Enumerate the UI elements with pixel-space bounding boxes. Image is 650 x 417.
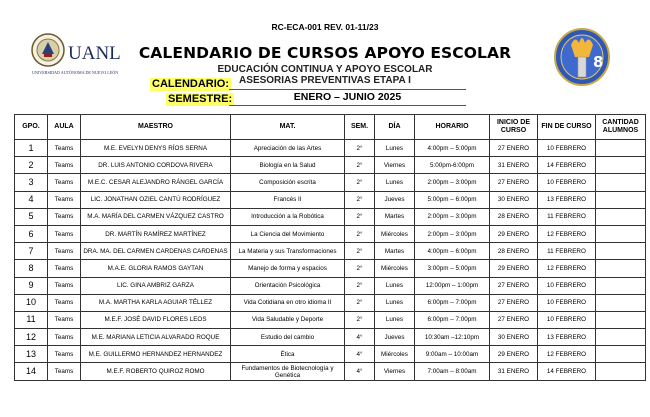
cell-inicio: 30 ENERO [490,191,538,208]
cell-mat: Vida Cotidiana en otro idioma II [231,294,345,311]
cell-dia: Martes [375,243,415,260]
cell-gpo: 5 [15,208,48,225]
cell-horario: 12:00pm – 1:00pm [415,277,490,294]
document-code: RC-ECA-001 REV. 01-11/23 [271,22,379,32]
semestre-value: ENERO – JUNIO 2025 [229,91,466,106]
cell-sem: 2° [345,208,375,225]
table-row [15,174,646,191]
cell-dia: Jueves [375,191,415,208]
column-header-sem: SEM. [345,115,375,140]
cell-inicio: 29 ENERO [490,346,538,363]
subtitle-program: ASESORIAS PREVENTIVAS ETAPA I [239,75,411,86]
cell-horario: 4:00pm – 6:00pm [415,243,490,260]
cell-inicio: 29 ENERO [490,225,538,242]
cell-fin: 13 FEBRERO [538,329,596,346]
cell-fin: 11 FEBRERO [538,208,596,225]
column-header-cantidad: CANTIDAD ALUMNOS [596,115,646,140]
cell-dia: Miércoles [375,346,415,363]
cell-gpo: 13 [15,346,48,363]
cell-mat: Vida Saludable y Deporte [231,311,345,328]
cell-cantidad [596,191,646,208]
cell-horario: 5:00pm-6:00pm [415,157,490,174]
cell-mat: Fundamentos de Biotecnología y Genética [231,363,345,380]
cell-aula: Teams [48,140,81,157]
cell-gpo: 4 [15,191,48,208]
cell-cantidad [596,277,646,294]
cell-mat: Introducción a la Robótica [231,208,345,225]
column-header-dia: DÍA [375,115,415,140]
table-row [15,191,646,208]
cell-aula: Teams [48,174,81,191]
cell-fin: 13 FEBRERO [538,191,596,208]
uanl-wordmark: UANL [68,43,121,64]
cell-maestro: DRA. MA. DEL CARMEN CARDENAS CARDENAS [81,243,231,260]
cell-dia: Viernes [375,157,415,174]
cell-inicio: 31 ENERO [490,157,538,174]
cell-dia: Martes [375,208,415,225]
courses-table [14,114,646,381]
column-header-gpo: GPO. [15,115,48,140]
cell-dia: Lunes [375,140,415,157]
cell-cantidad [596,208,646,225]
cell-dia: Viernes [375,363,415,380]
cell-aula: Teams [48,225,81,242]
cell-aula: Teams [48,191,81,208]
table-row [15,260,646,277]
column-header-mat: MAT. [231,115,345,140]
cell-sem: 2° [345,311,375,328]
cell-sem: 2° [345,277,375,294]
column-header-aula: AULA [48,115,81,140]
cell-cantidad [596,260,646,277]
cell-sem: 2° [345,140,375,157]
cell-mat: Biología en la Salud [231,157,345,174]
cell-cantidad [596,363,646,380]
cell-horario: 2:00pm – 3:00pm [415,208,490,225]
cell-sem: 2° [345,174,375,191]
cell-dia: Miércoles [375,225,415,242]
cell-inicio: 27 ENERO [490,294,538,311]
table-row [15,346,646,363]
cell-fin: 14 FEBRERO [538,157,596,174]
cell-fin: 12 FEBRERO [538,225,596,242]
cell-inicio: 27 ENERO [490,174,538,191]
cell-mat: Manejo de forma y espacios [231,260,345,277]
table-row [15,311,646,328]
cell-mat: Orientación Psicológica [231,277,345,294]
table-row [15,243,646,260]
table-row [15,157,646,174]
cell-inicio: 27 ENERO [490,311,538,328]
column-header-fin: FIN DE CURSO [538,115,596,140]
cell-fin: 10 FEBRERO [538,311,596,328]
cell-gpo: 8 [15,260,48,277]
table-row [15,294,646,311]
cell-cantidad [596,329,646,346]
cell-sem: 4° [345,346,375,363]
cell-cantidad [596,174,646,191]
table-row [15,277,646,294]
cell-cantidad [596,311,646,328]
cell-dia: Lunes [375,277,415,294]
cell-inicio: 31 ENERO [490,363,538,380]
column-header-inicio: INICIO DE CURSO [490,115,538,140]
cell-mat: Composición escrita [231,174,345,191]
cell-maestro: M.A. MARÍA DEL CARMEN VÁZQUEZ CASTRO [81,208,231,225]
cell-fin: 12 FEBRERO [538,346,596,363]
cell-sem: 2° [345,157,375,174]
cell-fin: 14 FEBRERO [538,363,596,380]
cell-fin: 10 FEBRERO [538,294,596,311]
cell-aula: Teams [48,329,81,346]
cell-gpo: 12 [15,329,48,346]
cell-gpo: 11 [15,311,48,328]
cell-mat: Francés II [231,191,345,208]
calendario-label: CALENDARIO: [152,78,229,90]
cell-horario: 6:00pm – 7:00pm [415,311,490,328]
cell-cantidad [596,157,646,174]
cell-gpo: 3 [15,174,48,191]
cell-sem: 2° [345,260,375,277]
cell-horario: 10:30am –12:10pm [415,329,490,346]
table-row [15,225,646,242]
cell-mat: Ética [231,346,345,363]
cell-horario: 7:00am – 8:00am [415,363,490,380]
cell-gpo: 10 [15,294,48,311]
uanl-caption: UNIVERSIDAD AUTÓNOMA DE NUEVO LEÓN [32,70,119,75]
cell-aula: Teams [48,208,81,225]
calendario-line [229,89,466,90]
cell-mat: Estudio del cambio [231,329,345,346]
cell-maestro: DR. LUIS ANTONIO CORDOVA RIVERA [81,157,231,174]
cell-horario: 5:00pm – 6:00pm [415,191,490,208]
table-row [15,140,646,157]
cell-fin: 10 FEBRERO [538,140,596,157]
cell-horario: 4:00pm – 5:00pm [415,140,490,157]
cell-inicio: 30 ENERO [490,329,538,346]
cell-gpo: 1 [15,140,48,157]
cell-dia: Jueves [375,329,415,346]
column-header-maestro: MAESTRO [81,115,231,140]
cell-gpo: 6 [15,225,48,242]
cell-aula: Teams [48,346,81,363]
cell-maestro: M.E.C. CESAR ALEJANDRO RÁNGEL GARCÍA [81,174,231,191]
cell-fin: 10 FEBRERO [538,277,596,294]
cell-maestro: DR. MARTÍN RAMÍREZ MARTÍNEZ [81,225,231,242]
cell-gpo: 7 [15,243,48,260]
page-title: CALENDARIO DE CURSOS APOYO ESCOLAR [138,44,512,62]
cell-cantidad [596,140,646,157]
table-row [15,363,646,380]
cell-sem: 2° [345,294,375,311]
cell-horario: 3:00pm – 5:00pm [415,260,490,277]
cell-maestro: M.E.F. JOSÉ DAVID FLORES LEOS [81,311,231,328]
cell-inicio: 28 ENERO [490,243,538,260]
cell-horario: 9:00am – 10:00am [415,346,490,363]
cell-gpo: 9 [15,277,48,294]
cell-horario: 2:00pm – 3:00pm [415,174,490,191]
cell-maestro: M.E. MARIANA LETICIA ALVARADO ROQUE [81,329,231,346]
preparatoria-number: 8 [593,53,604,71]
cell-sem: 4° [345,363,375,380]
cell-mat: La Ciencia del Movimiento [231,225,345,242]
cell-inicio: 27 ENERO [490,277,538,294]
cell-aula: Teams [48,311,81,328]
cell-dia: Lunes [375,174,415,191]
cell-aula: Teams [48,157,81,174]
table-row [15,208,646,225]
cell-maestro: M.E.F. ROBERTO QUIROZ ROMO [81,363,231,380]
cell-maestro: LIC. JONATHAN OZIEL CANTÚ RODRÍGUEZ [81,191,231,208]
cell-aula: Teams [48,277,81,294]
cell-gpo: 2 [15,157,48,174]
table-header-row [15,115,646,140]
cell-gpo: 14 [15,363,48,380]
cell-cantidad [596,243,646,260]
column-header-horario: HORARIO [415,115,490,140]
subtitle-education: EDUCACIÓN CONTINUA Y APOYO ESCOLAR [217,64,433,75]
cell-maestro: M.A. MARTHA KARLA AGUIAR TÉLLEZ [81,294,231,311]
cell-cantidad [596,346,646,363]
cell-maestro: M.A.E. GLORIA RAMOS GAYTAN [81,260,231,277]
cell-horario: 6:00pm – 7:00pm [415,294,490,311]
cell-dia: Miércoles [375,260,415,277]
cell-sem: 2° [345,191,375,208]
cell-aula: Teams [48,243,81,260]
cell-cantidad [596,294,646,311]
cell-inicio: 27 ENERO [490,140,538,157]
cell-sem: 2° [345,243,375,260]
cell-mat: La Materia y sus Transformaciones [231,243,345,260]
table-row [15,329,646,346]
cell-maestro: M.E. GUILLERMO HERNANDEZ HERNANDEZ [81,346,231,363]
cell-aula: Teams [48,363,81,380]
cell-sem: 4° [345,329,375,346]
cell-cantidad [596,225,646,242]
cell-fin: 10 FEBRERO [538,174,596,191]
semestre-label: SEMESTRE: [168,93,233,105]
cell-maestro: M.E. EVELYN DENYS RÍOS SERNA [81,140,231,157]
cell-fin: 11 FEBRERO [538,243,596,260]
cell-aula: Teams [48,260,81,277]
cell-aula: Teams [48,294,81,311]
cell-dia: Lunes [375,294,415,311]
cell-sem: 2° [345,225,375,242]
cell-dia: Lunes [375,311,415,328]
cell-mat: Apreciación de las Artes [231,140,345,157]
cell-inicio: 29 ENERO [490,260,538,277]
cell-inicio: 28 ENERO [490,208,538,225]
cell-fin: 12 FEBRERO [538,260,596,277]
cell-horario: 2:00pm – 3:00pm [415,225,490,242]
cell-maestro: LIC. GINA AMBRIZ GARZA [81,277,231,294]
